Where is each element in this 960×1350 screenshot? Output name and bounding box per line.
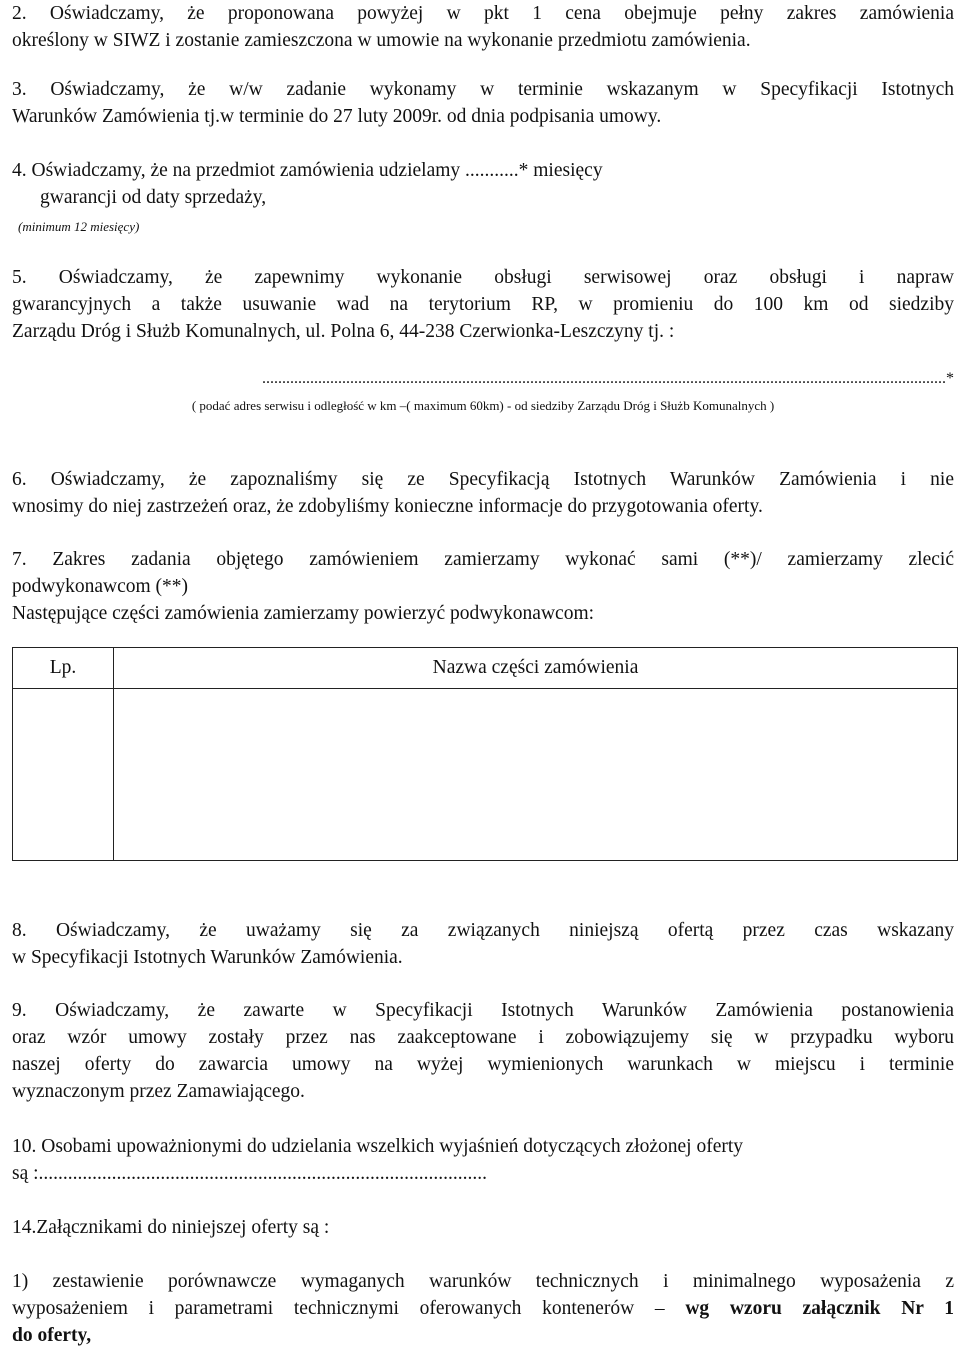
paragraph-10-line-1: 10. Osobami upoważnionymi do udzielania wszelkich wyjaśnień dotyczących złożonej oferty — [12, 1136, 744, 1157]
attachment-1-line-1: 1) zestawienie porównawcze wymaganych warunków technicznych i minimalnego wyposażenia z — [12, 1271, 954, 1292]
paragraph-8 — [12, 917, 954, 971]
attachment-1-line-2 — [12, 1295, 954, 1322]
paragraph-7 — [12, 546, 954, 627]
paragraph-5 — [12, 264, 954, 345]
table-cell-lp[interactable] — [13, 689, 114, 861]
paragraph-9-line-1: 9. Oświadczamy, że zawarte w Specyfikacji Istotnych Warunków Zamówienia postanowienia — [12, 1000, 954, 1021]
subcontractor-table — [12, 647, 958, 861]
paragraph-3-line-1: 3. Oświadczamy, że w/w zadanie wykonamy w terminie wskazanym w Specyfikacji Istotnych — [12, 79, 954, 100]
paragraph-7-line-1: 7. Zakres zadania objętego zamówieniem zamierzamy wykonać sami (**)/ zamierzamy zlecić — [12, 549, 954, 570]
paragraph-3 — [12, 76, 954, 130]
paragraph-2-line-2: określony w SIWZ i zostanie zamieszczona w umowie na wykonanie przedmiotu zamówienia. — [12, 30, 751, 51]
paragraph-8-line-2: w Specyfikacji Istotnych Warunków Zamówienia. — [12, 947, 403, 968]
paragraph-4 — [12, 157, 954, 240]
paragraph-4-line-2: gwarancji od daty sprzedaży, — [40, 187, 267, 208]
table-header-lp: Lp. — [13, 648, 114, 689]
paragraph-5-line-3: Zarządu Dróg i Służb Komunalnych, ul. Polna 6, 44-238 Czerwionka-Leszczyny tj. : — [12, 321, 675, 342]
paragraph-5-line-1: 5. Oświadczamy, że zapewnimy wykonanie obsługi serwisowej oraz obsługi i napraw — [12, 267, 954, 288]
paragraph-4-line-1: 4. Oświadczamy, że na przedmiot zamówienia udzielamy ...........* miesięcy — [12, 160, 603, 181]
attachment-1-line-2-normal: wyposażeniem i parametrami technicznymi oferowanych kontenerów – — [12, 1298, 665, 1319]
table-row — [13, 689, 958, 861]
table-header-row — [13, 648, 958, 689]
service-address-dotted-line: ...........................................................................................................................................................................* — [262, 370, 954, 387]
paragraph-6-line-2: wnosimy do niej zastrzeżeń oraz, że zdobyliśmy konieczne informacje do przygotowania oferty. — [12, 496, 763, 517]
paragraph-9 — [12, 997, 954, 1105]
paragraph-3-line-2: Warunków Zamówienia tj.w terminie do 27 luty 2009r. od dnia podpisania umowy. — [12, 106, 662, 127]
paragraph-7-line-3: Następujące części zamówienia zamierzamy powierzyć podwykonawcom: — [12, 603, 595, 624]
attachment-1-line-3: do oferty, — [12, 1325, 92, 1346]
paragraph-10-line-2: są :............................................................................................ — [12, 1163, 488, 1184]
paragraph-9-line-4: wyznaczonym przez Zamawiającego. — [12, 1081, 305, 1102]
paragraph-6 — [12, 466, 954, 520]
paragraph-2-line-1: 2. Oświadczamy, że proponowana powyżej w pkt 1 cena obejmuje pełny zakres zamówienia — [12, 3, 954, 24]
paragraph-2 — [12, 0, 954, 54]
attachment-1-line-2-bold: wg wzoru załącznik Nr 1 — [685, 1298, 955, 1319]
service-address-note: ( podać adres serwisu i odległość w km –( maximum 60km) - od siedziby Zarządu Dróg i Służb Komunalnych ) — [191, 398, 775, 413]
paragraph-8-line-1: 8. Oświadczamy, że uważamy się za związanych niniejszą ofertą przez czas wskazany — [12, 920, 954, 941]
attachment-1 — [12, 1268, 954, 1349]
paragraph-5-line-2: gwarancyjnych a także usuwanie wad na terytorium RP, w promieniu do 100 km od siedziby — [12, 294, 954, 315]
paragraph-10 — [12, 1133, 954, 1187]
paragraph-4-note: (minimum 12 miesięcy) — [18, 219, 140, 234]
table-header-name: Nazwa części zamówienia — [114, 648, 958, 689]
paragraph-7-line-2: podwykonawcom (**) — [12, 576, 189, 597]
paragraph-9-line-2: oraz wzór umowy zostały przez nas zaakceptowane i zobowiązujemy się w przypadku wyboru — [12, 1027, 954, 1048]
table-cell-name[interactable] — [114, 689, 958, 861]
paragraph-6-line-1: 6. Oświadczamy, że zapoznaliśmy się ze Specyfikacją Istotnych Warunków Zamówienia i nie — [12, 469, 954, 490]
paragraph-14: 14.Załącznikami do niniejszej oferty są : — [12, 1217, 330, 1238]
paragraph-9-line-3: naszej oferty do zawarcia umowy na wyżej wymienionych warunkach w miejscu i terminie — [12, 1054, 954, 1075]
